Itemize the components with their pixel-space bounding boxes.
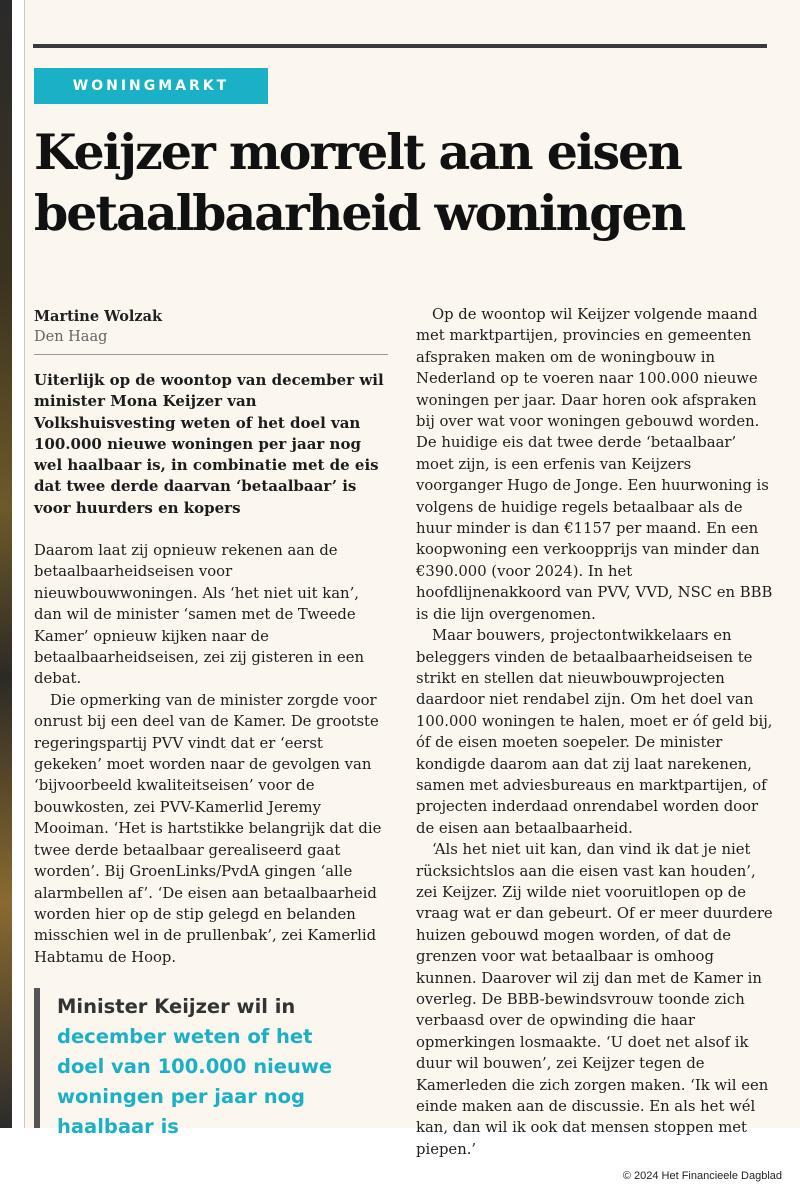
pullquote-bar (34, 988, 40, 1128)
byline (34, 307, 162, 347)
adjacent-photo-strip (0, 0, 12, 1128)
top-rule (33, 44, 767, 48)
body-column-right (416, 304, 774, 1160)
body-paragraph: Op de woontop wil Keijzer volgende maand met marktpartijen, provincies en gemeenten afspraken maken om de woningbouw in Nederland op te voeren naar 100.000 nieuwe woningen per jaar. Daar horen ook afspraken bij over wat voor woningen gebouwd worden. De huidige eis dat twee derde ‘betaalbaar’ moet zijn, is een erfenis van Keijzers voorganger Hugo de Jonge. Een huurwoning is volgens de huidige regels betaalbaar als de huur minder is dan €1157 per maand. En een koopwoning een verkoopprijs van minder dan €390.000 (voor 2024). In het hoofdlijnenakkoord van PVV, VVD, NSC en BBB is die lijn overgenomen. (416, 306, 773, 623)
body-paragraph: Maar bouwers, projectontwikkelaars en beleggers vinden de betaalbaarheidseisen te strikt en stellen dat nieuwbouwprojecten daardoor niet rendabel zijn. Om het doel van 100.000 woningen te halen, moet er óf geld bij, óf de eisen moeten soepeler. De minister kondigde daarom aan dat zij laat narekenen, samen met adviesbureaus en marktpartijen, of projecten inderdaad onrendabel worden door de eisen aan betaalbaarheid. (416, 627, 773, 837)
body-paragraph: Daarom laat zij opnieuw rekenen aan de betaalbaarheidseisen voor nieuwbouwwoningen. Als ‘het niet uit kan’, dan wil de minister ‘samen met de Tweede Kamer’ opnieuw kijken naar de betaalbaarheidseisen, zei zij gisteren in een debat. (34, 542, 364, 688)
pullquote-part-accent: december weten of het doel van 100.000 nieuwe woningen per jaar nog haalbaar is (57, 1025, 333, 1138)
headline: Keijzer morrelt aan eisen betaalbaarheid woningen (34, 123, 685, 242)
body-paragraph: ‘Als het niet uit kan, dan vind ik dat je niet rücksichtslos aan die eisen vast kan houden’, zei Keijzer. Zij wilde niet vooruitlopen op de vraag wat er dan gebeurt. Of er meer duurdere huizen gebouwd mogen worden, of dat de grenzen voor wat betaalbaar is omhoog kunnen. Daarover wil zij dan met de Kamer in overleg. De BBB-bewindsvrouw toonde zich verbaasd over de opwinding die haar opmerkingen losmaakte. ‘U doet net alsof ik duur wil bouwen’, zei Keijzer tegen de Kamerleden die zich zorgen maken. ‘Ik wil een einde maken aan de discussie. En als het wél kan, dan wil ik ook dat mensen stoppen met piepen.’ (416, 841, 773, 1158)
author-name: Martine Wolzak (34, 308, 163, 325)
pullquote (57, 992, 337, 1142)
body-paragraph: Die opmerking van de minister zorgde voor onrust bij een deel van de Kamer. De grootste regeringspartij PVV vindt dat er ‘eerst gekeken’ moet worden naar de gevolgen van ‘bijvoorbeeld kwaliteitseisen’ voor de bouwkosten, zei PVV-Kamerlid Jeremy Mooiman. ‘Het is hartstikke belangrijk dat die twee derde betaalbaar gerealiseerd gaat worden’. Bij GroenLinks/PvdA gingen ‘alle alarmbellen af’. ‘De eisen aan betaalbaarheid worden hier op de stip gelegd en belanden misschien wel in de prullenbak’, zei Kamerlid Habtamu de Hoop. (34, 691, 382, 966)
page-edge-line (24, 0, 25, 1128)
section-label: WONINGMARKT (34, 68, 268, 104)
pullquote-part-dark: Minister Keijzer wil in (57, 995, 296, 1018)
lead-paragraph: Uiterlijk op de woontop van december wil minister Mona Keijzer van Volkshuisvesting weten of het doel van 100.000 nieuwe woningen per jaar nog wel haalbaar is, in combinatie met de eis dat twee derde daarvan ‘betaalbaar’ is voor huurders en kopers (34, 371, 384, 517)
body-column-left (34, 540, 390, 968)
byline-divider (34, 354, 388, 355)
dateline-place: Den Haag (34, 329, 108, 345)
copyright-notice: © 2024 Het Financieele Dagblad (622, 1170, 782, 1182)
